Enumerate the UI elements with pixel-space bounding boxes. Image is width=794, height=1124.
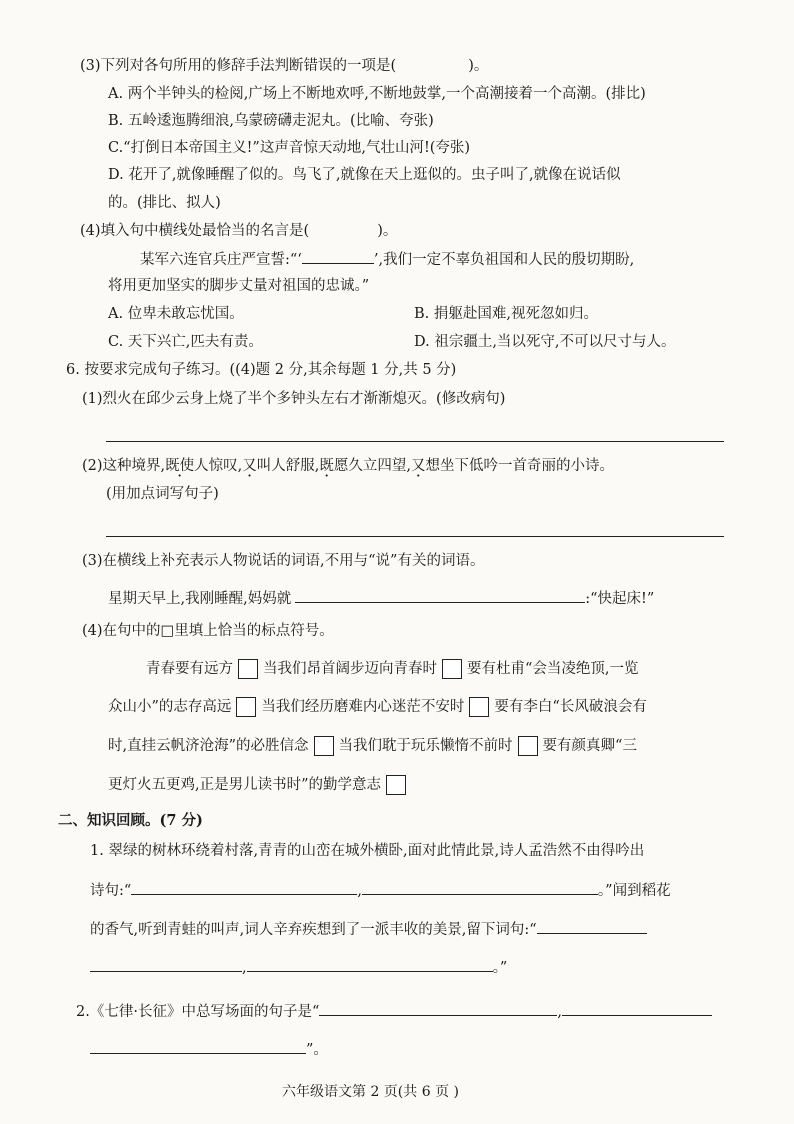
section2-title: 二、知识回顾。(7 分) (58, 812, 203, 829)
q4-sentence-cont: 将用更加坚实的脚步丈量对祖国的忠诚。” (108, 278, 370, 294)
recall-q2-c: ”。 (306, 1042, 328, 1058)
q6-s2-mid-2: 叫人舒服, (256, 458, 320, 474)
q6-s2-mid-1: 人惊叹, (194, 458, 243, 474)
q6-s3-sentence (108, 588, 654, 609)
q6-s2-dotted-word-1: 既使 (165, 458, 195, 474)
q4-option-c: C. 天下兴亡,匹夫有责。 (108, 334, 263, 350)
recall-q1-blank-3[interactable] (537, 919, 647, 934)
p2-b: 当我们经历磨难内心迷茫不安时 (261, 699, 465, 715)
q4-option-a: A. 位卑未敢忘忧国。 (108, 306, 244, 322)
q6-s2-dotted-word-2: 又 (242, 458, 257, 474)
recall-q1-line3 (90, 919, 647, 940)
q3-option-c: C.“打倒日本帝国主义!”这声音惊天动地,气壮山河!(夸张) (108, 140, 471, 156)
p2-a: 众山小”的志存高远 (108, 699, 232, 715)
q3-option-b: B. 五岭逶迤腾细浪,乌蒙磅礴走泥丸。(比喻、夸张) (108, 113, 434, 129)
q4-blank[interactable] (302, 249, 374, 264)
recall-q1-line4-b: , (242, 960, 247, 976)
q4-stem-text: (4)填入句中横线处最恰当的名言是( (80, 223, 310, 239)
p1-c: 要有杜甫“会当凌绝顶,一览 (467, 661, 639, 677)
recall-q2-b: , (557, 1004, 562, 1020)
q6-s3-sentence-b: :“快起床!” (585, 591, 655, 607)
page-footer: 六年级语文第 2 页(共 6 页 ) (282, 1084, 459, 1100)
q4-sentence (140, 249, 634, 270)
q6-s1: (1)烈火在邱少云身上烧了半个多钟头左右才渐渐熄灭。(修改病句) (82, 391, 506, 407)
q6-s2-dotted-word-4: 又 (410, 458, 426, 474)
punct-box-2[interactable] (442, 659, 462, 679)
recall-q2-blank-2[interactable] (562, 1001, 712, 1016)
p1-b: 当我们昂首阔步迈向青春时 (263, 661, 437, 677)
p3-b: 当我们耽于玩乐懒惰不前时 (338, 738, 513, 754)
recall-q1-line3-a: 的香气,听到青蛙的叫声,词人辛弃疾想到了一派丰收的美景,留下词句:“ (90, 922, 537, 938)
recall-q2-a: 2.《七律·长征》中总写场面的句子是“ (76, 1004, 320, 1020)
recall-q1-blank-2[interactable] (362, 880, 598, 895)
recall-q1-line1: 1. 翠绿的树林环绕着村落,青青的山峦在城外横卧,面对此情此景,诗人孟浩然不由得吟出 (90, 843, 645, 859)
punct-line-1 (146, 657, 639, 681)
q3-stem-end: )。 (468, 58, 489, 74)
q4-stem (80, 221, 397, 241)
q6-s2-dotted-word-3: 既 (319, 458, 334, 474)
recall-q1-line4 (90, 957, 507, 978)
q6-s2-note: (用加点词写句子) (106, 486, 219, 502)
recall-q2-line2 (90, 1039, 328, 1060)
recall-q1-line4-c: 。” (492, 960, 508, 976)
recall-q1-blank-4[interactable] (90, 957, 242, 972)
q6-s3: (3)在横线上补充表示人物说话的词语,不用与“说”有关的词语。 (82, 553, 485, 569)
punct-box-4[interactable] (469, 697, 489, 717)
q4-sentence-b: ’,我们一定不辜负祖国和人民的殷切期盼, (373, 252, 635, 268)
q6-s1-answer-line[interactable] (106, 441, 724, 442)
q4-option-b: B. 捐躯赴国难,视死忽如归。 (414, 306, 598, 322)
punct-box-6[interactable] (518, 736, 538, 756)
q6-s3-sentence-a: 星期天早上,我刚睡醒,妈妈就 (108, 591, 292, 607)
q6-s2-pre: (2)这种境界, (82, 458, 166, 474)
punct-box-5[interactable] (314, 736, 334, 756)
recall-q1-line2 (90, 880, 671, 901)
p1-a: 青春要有远方 (146, 661, 233, 677)
punct-box-3[interactable] (236, 697, 256, 717)
recall-q1-line2-c: 。”闻到稻花 (597, 883, 671, 899)
q4-sentence-a: 某军六连官兵庄严宣誓:“‘ (140, 252, 302, 268)
q3-stem-text: (3)下列对各句所用的修辞手法判断错误的一项是( (80, 58, 397, 74)
punct-box-1[interactable] (238, 659, 258, 679)
punct-line-2 (108, 695, 647, 719)
q6-title: 6. 按要求完成句子练习。((4)题 2 分,其余每题 1 分,共 5 分) (66, 362, 457, 378)
q3-option-d: D. 花开了,就像睡醒了似的。鸟飞了,就像在天上逛似的。虫子叫了,就像在说话似 (108, 167, 621, 183)
p4-a: 更灯火五更鸡,正是男儿读书时”的勤学意志 (108, 777, 382, 793)
recall-q2-line1 (76, 1001, 712, 1022)
q3-stem (80, 56, 488, 76)
q4-stem-end: )。 (377, 223, 398, 239)
punct-line-4 (108, 773, 411, 797)
p2-c: 要有李白“长风破浪会有 (494, 699, 647, 715)
q6-s2-mid-4: 想坐下低吟一首奇丽的小诗。 (425, 458, 614, 474)
q6-s3-blank[interactable] (295, 588, 585, 603)
recall-q1-line2-b: , (357, 883, 362, 899)
recall-q2-blank-1[interactable] (319, 1001, 557, 1016)
q6-s4: (4)在句中的□里填上恰当的标点符号。 (82, 623, 334, 639)
q6-s2-mid-3: 愿久立四望, (333, 458, 411, 474)
recall-q1-line2-a: 诗句:“ (90, 883, 132, 899)
q3-option-a: A. 两个半钟头的检阅,广场上不断地欢呼,不断地鼓掌,一个高潮接着一个高潮。(排比) (108, 86, 646, 102)
punct-line-3 (108, 734, 637, 758)
recall-q1-blank-5[interactable] (247, 957, 493, 972)
punct-box-7[interactable] (386, 775, 406, 795)
recall-q2-blank-3[interactable] (90, 1039, 306, 1054)
p3-c: 要有颜真卿“三 (542, 738, 637, 754)
q6-s2-answer-line[interactable] (106, 536, 724, 537)
recall-q1-blank-1[interactable] (131, 880, 357, 895)
p3-a: 时,直挂云帆济沧海”的必胜信念 (108, 738, 309, 754)
q6-s2 (82, 456, 614, 476)
q3-option-d-cont: 的。(排比、拟人) (108, 195, 221, 211)
q4-option-d: D. 祖宗疆土,当以死守,不可以尺寸与人。 (414, 334, 676, 350)
